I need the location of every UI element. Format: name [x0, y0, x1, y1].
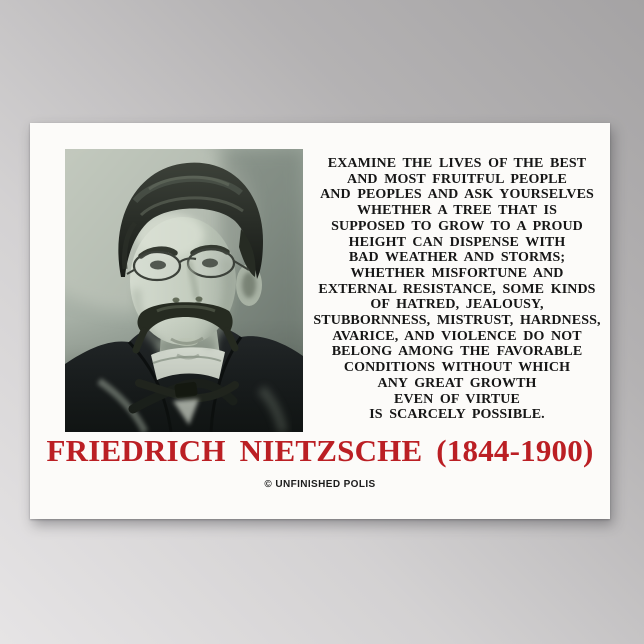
quote-line: AND MOST FRUITFUL PEOPLE	[347, 171, 567, 187]
portrait-illustration	[65, 149, 303, 432]
quote-line: BAD WEATHER AND STORMS;	[348, 250, 566, 266]
quote-line: CONDITIONS WITHOUT WHICH	[343, 360, 571, 376]
quote-line: BELONG AMONG THE FAVORABLE	[331, 344, 583, 360]
quote-line: IS SCARCELY POSSIBLE.	[369, 407, 545, 423]
author-title: FRIEDRICH NIETZSCHE (1844-1900)	[46, 433, 594, 468]
quote-line: STUBBORNNESS, MISTRUST, HARDNESS,	[313, 313, 601, 329]
quote-line: EXAMINE THE LIVES OF THE BEST	[327, 156, 587, 171]
poster-sheet	[30, 123, 610, 519]
quote-line: EVEN OF VIRTUE	[394, 391, 520, 407]
quote-line: WHETHER MISFORTUNE AND	[350, 265, 564, 281]
nietzsche-portrait-photo	[65, 149, 303, 432]
quote-line: SUPPOSED TO GROW TO A PROUD	[331, 218, 583, 234]
quote-line: HEIGHT CAN DISPENSE WITH	[348, 234, 566, 250]
credit-line: © UNFINISHED POLIS	[264, 479, 376, 490]
quote-line: AVARICE, AND VIOLENCE DO NOT	[332, 328, 582, 344]
quote-line: WHETHER A TREE THAT IS	[357, 203, 557, 219]
quote-line: OF HATRED, JEALOUSY,	[370, 297, 544, 313]
quote-line: AND PEOPLES AND ASK YOURSELVES	[320, 187, 594, 203]
quote-block	[308, 156, 606, 423]
quote-line: EXTERNAL RESISTANCE, SOME KINDS	[318, 281, 596, 297]
quote-line: ANY GREAT GROWTH	[377, 375, 537, 391]
